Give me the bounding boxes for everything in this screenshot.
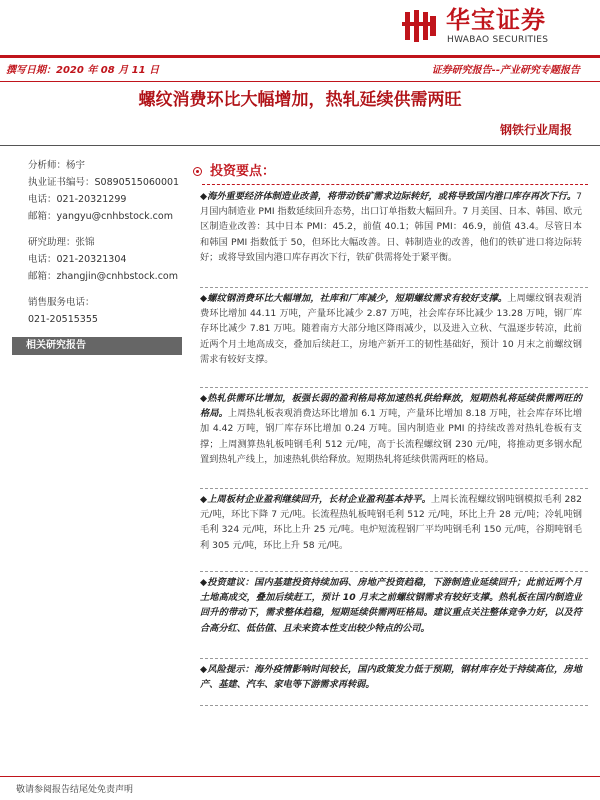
section-lead: ◆上周板材企业盈利继续回升，长材企业盈利基本持平。 bbox=[200, 494, 431, 505]
section-divider bbox=[200, 287, 588, 288]
section-divider bbox=[200, 658, 588, 659]
section-body: 7 月国内制造业 PMI 指数延续回升态势，出口订单指数大幅回升。7 月美国、日本、韩国、欧元区制造业改善：其中日本 PMI：45.2，前值 40.1；韩国 PMI：46.9，前值 43.4。尽管日本和韩国 PMI 指数低于 50，但环比大幅改善。日、韩制造业的改善，他们的铁矿进口将边际转好；或将导致国内港口库存再次下行，铁矿供需将处于紧平衡。 bbox=[200, 191, 582, 263]
section-lead: ◆投资建议：国内基建投资持续加码、房地产投资趋稳，下游制造业延续回升；此前近两个月土地高成交，叠加后续赶工，预计 10 月末之前螺纹钢需求有较好支撑。热轧板在国内制造业回升的带动下，需求整体趋稳，短期延续供需两旺格局。建议重点关注整体竞争力好，以及符合高分红、低估值、且未来资本性支出较少特点的公司。 bbox=[200, 577, 582, 634]
key-points-divider bbox=[202, 184, 588, 185]
report-category: 证券研究报告--产业研究专题报告 bbox=[431, 65, 580, 76]
analyst-cert: 执业证书编号：S0890515060001 bbox=[28, 177, 180, 188]
report-date: 撰写日期：2020 年 08 月 11 日 bbox=[6, 65, 160, 76]
section-overseas bbox=[200, 189, 582, 265]
section-lead: ◆螺纹钢消费环比大幅增加，社库和厂库减少，短期螺纹需求有较好支撑。 bbox=[200, 293, 508, 304]
related-reports-tag: 相关研究报告 bbox=[12, 337, 182, 355]
section-divider bbox=[200, 705, 588, 706]
hwabao-logo-icon bbox=[402, 8, 440, 44]
section-divider bbox=[200, 571, 588, 572]
brand-name-cn: 华宝证券 bbox=[446, 5, 546, 34]
section-risk bbox=[200, 662, 582, 692]
key-points-heading: 投资要点： bbox=[210, 164, 276, 179]
assistant-email[interactable]: 邮箱：zhangjin@cnhbstock.com bbox=[28, 271, 178, 282]
analyst-phone: 电话：021-20321299 bbox=[28, 194, 127, 205]
sales-label: 销售服务电话： bbox=[28, 297, 95, 308]
assistant-phone: 电话：021-20321304 bbox=[28, 254, 127, 265]
section-investment-advice bbox=[200, 575, 582, 636]
section-profit bbox=[200, 492, 582, 553]
target-bullet-icon bbox=[193, 167, 202, 176]
header-divider bbox=[0, 55, 600, 58]
sales-phone: 021-20515355 bbox=[28, 314, 98, 325]
footer-disclaimer: 敬请参阅报告结尾处免责声明 bbox=[16, 785, 134, 795]
section-divider bbox=[200, 387, 588, 388]
section-body: 上周螺纹钢表观消费环比增加 44.11 万吨，产量环比减少 2.87 万吨，社会库存环比减少 13.28 万吨，钢厂库存环比减少 7.81 万吨。随着南方大部分地区降雨减少，以及进入立秋、气温逐步转凉，此前近两个月土地高成交，叠加后续赶工，房地产新开工的韧性基础好，预计 10 月末之前螺纹钢需求有较好支撑。 bbox=[200, 293, 582, 365]
brand-name-en: HWABAO SECURITIES bbox=[447, 35, 549, 45]
subheader-divider bbox=[0, 81, 600, 82]
assistant-name: 研究助理：张锦 bbox=[28, 237, 95, 248]
section-lead: ◆热轧供需环比增加，板强长弱的盈利格局将加速热轧供给释放，短期热轧将延续供需两旺的格局。 bbox=[200, 393, 582, 420]
section-hot-rolled bbox=[200, 391, 582, 467]
footer-divider bbox=[0, 776, 600, 777]
section-lead: ◆风险提示：海外疫情影响时间较长，国内政策发力低于预期，钢材库存处于持续高位，房地产、基建、汽车、家电等下游需求再转弱。 bbox=[200, 664, 582, 691]
section-body: 上周长流程螺纹钢吨钢模拟毛利 282 元/吨，环比下降 7 元/吨。长流程热轧板吨钢毛利 512 元/吨，环比上升 28 元/吨；冷轧吨钢毛利 324 元/吨，环比上升 25 元/吨。电炉短流程钢厂平均吨钢毛利 150 元/吨，谷期吨钢毛利 305 元/吨，环比上升 58 元/吨。 bbox=[200, 494, 582, 551]
title-divider bbox=[0, 145, 600, 146]
section-body: 上周热轧板表观消费达环比增加 6.1 万吨，产量环比增加 8.18 万吨，社会库存环比增加 4.42 万吨，钢厂库存环比增加 0.24 万吨。国内制造业 PMI 的持续改善对热轧卷板有支撑；上周测算热轧板吨钢毛利 512 元/吨，高于长流程螺纹钢 230 元/吨，将推动更多钢水配置到热轧产线上，加速热轧供给释放。短期热轧将延续供需两旺的格局。 bbox=[200, 408, 583, 465]
section-lead: ◆海外重要经济体制造业改善，将带动铁矿需求边际转好，或将导致国内港口库存再次下行。 bbox=[200, 191, 577, 202]
report-type: 钢铁行业周报 bbox=[499, 123, 572, 137]
section-rebar bbox=[200, 291, 582, 367]
section-divider bbox=[200, 488, 588, 489]
analyst-email[interactable]: 邮箱：yangyu@cnhbstock.com bbox=[28, 211, 173, 222]
report-title: 螺纹消费环比大幅增加，热轧延续供需两旺 bbox=[138, 90, 462, 110]
analyst-name: 分析师：杨宇 bbox=[28, 160, 86, 171]
